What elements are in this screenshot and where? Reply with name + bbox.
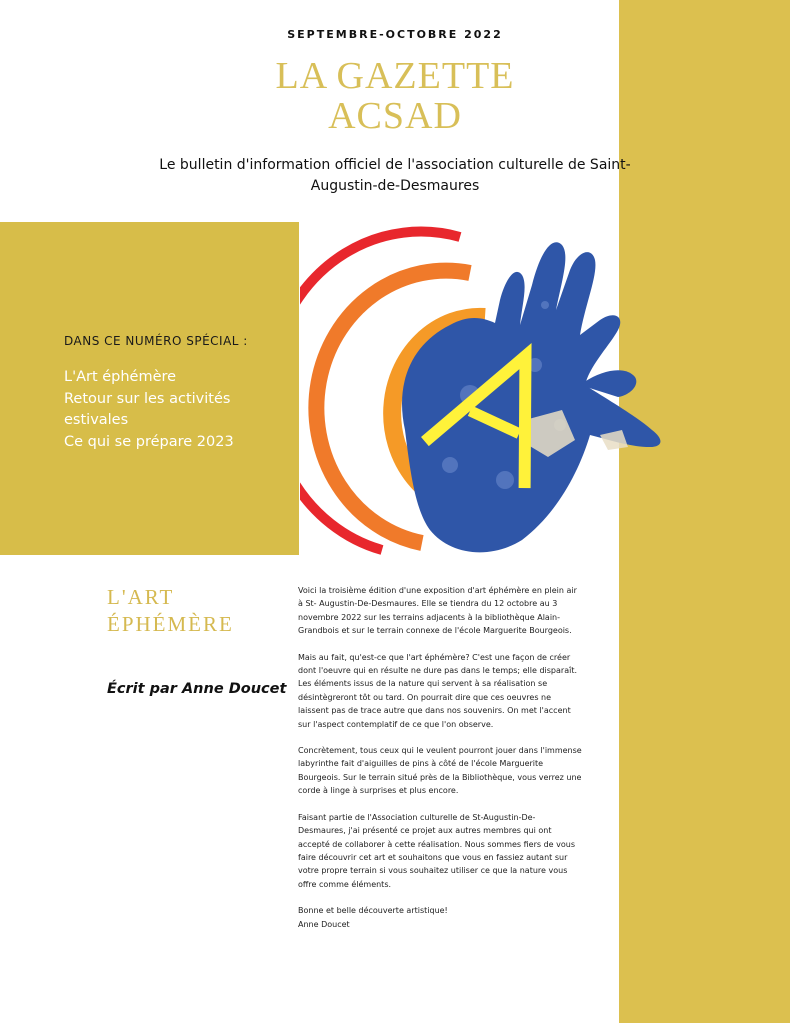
article-title [107,584,267,638]
subtitle-line-1: Le bulletin d'information officiel de l'association culturelle de Saint- [159,157,631,173]
handprint-logo-icon [300,225,672,560]
title-line-2: ACSAD [328,95,462,137]
article-author: Écrit par Anne Doucet [107,681,287,697]
issue-date: SEPTEMBRE-OCTOBRE 2022 [287,28,503,41]
special-issue-list [64,367,279,453]
title-line-1: LA GAZETTE [275,55,515,97]
article-body [298,584,583,931]
article-title-line-2: ÉPHÉMÈRE [107,612,234,636]
newsletter-subtitle [140,155,650,197]
article-paragraph: Mais au fait, qu'est-ce que l'art éphémère? C'est une façon de créer dont l'oeuvre qui en résulte ne dure pas dans le temps; elle disparaît. Les éléments issus de la nature qui servent à sa réalisation se désintègreront tôt ou tard. On pourrait dire que ces oeuvres ne laissent pas de trace autre que dans nos souvenirs. On met l'accent sur l'aspect contemplatif de ce que l'on observe. [298,652,578,729]
newsletter-title [220,56,570,136]
article-signature: Anne Doucet [298,919,350,929]
article-closing: Bonne et belle découverte artistique! [298,906,448,916]
issue-item: Ce qui se prépare 2023 [64,433,234,450]
issue-item: Retour sur les activités estivales [64,390,231,428]
article-paragraph: Voici la troisième édition d'une exposition d'art éphémère en plein air à St- Augustin-De-Desmaures. Elle se tiendra du 12 octobre au 3 novembre 2022 sur les terrains adjacents à la bibliothèque Alain-Grandbois et sur le terrain connexe de l'école Marguerite Bourgeois. [298,586,577,636]
blue-hand [402,242,660,552]
article-title-line-1: L'ART [107,585,175,609]
subtitle-line-2: Augustin-de-Desmaures [310,178,480,194]
article-paragraph: Faisant partie de l'Association culturelle de St-Augustin-De-Desmaures, j'ai présenté ce projet aux autres membres qui ont accepté de collaborer à cette réalisation. Nous sommes fiers de vous faire découvrir cet art et souhaitons que vous en fassiez autant sur votre propre terrain si vous souhaitez utiliser ce que la nature vous offre comme éléments. [298,812,576,889]
special-issue-heading: DANS CE NUMÉRO SPÉCIAL : [64,334,248,348]
article-paragraph: Concrètement, tous ceux qui le veulent pourront jouer dans l'immense labyrinthe fait d'aiguilles de pins à côté de l'école Marguerite Bourgeois. Sur le terrain situé près de la Bibliothèque, vous verrez une corde à linge à surprises et plus encore. [298,746,582,796]
issue-item: L'Art éphémère [64,369,177,385]
